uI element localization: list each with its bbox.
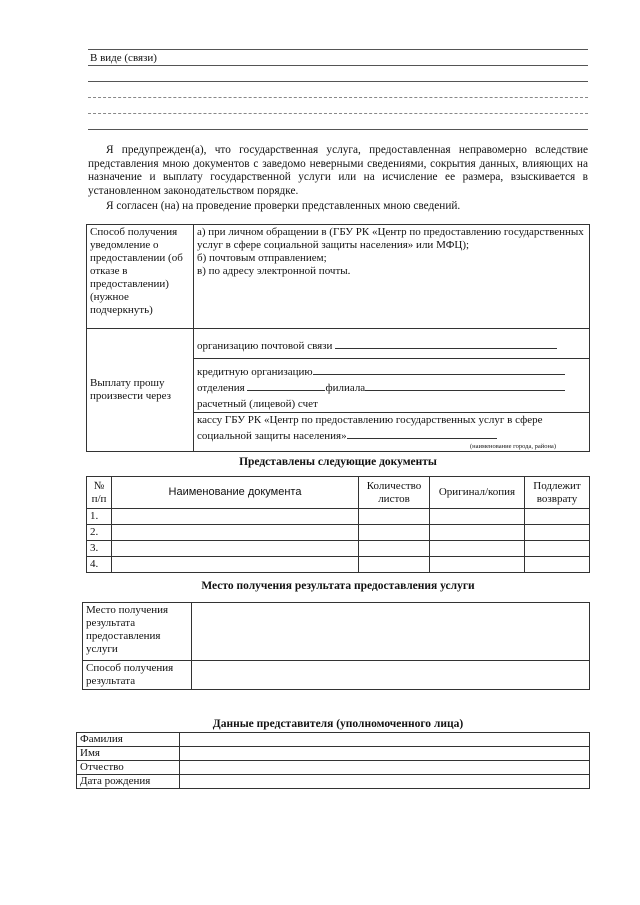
row-number: 1. — [87, 509, 112, 525]
documents-header-original: Оригинал/копия — [430, 477, 525, 509]
notification-payment-table — [86, 224, 590, 452]
payment-credit-field[interactable] — [313, 363, 565, 375]
documents-table — [86, 476, 590, 573]
doc-return-cell[interactable] — [525, 509, 590, 525]
payment-department-label: отделения — [197, 382, 245, 394]
blank-line-3 — [88, 113, 588, 114]
payment-post-label: организацию почтовой связи — [197, 340, 333, 352]
table-row — [87, 557, 590, 573]
documents-header-count: Количество листов — [359, 477, 430, 509]
notification-options — [194, 225, 590, 329]
result-place-label: Место получения результата предоставления услуги — [83, 603, 192, 661]
warning-paragraph: Я предупрежден(а), что государственная услуга, предоставленная неправомерно вследствие представления мною документов с заведомо неверными сведениями, сокрытия данных, влияющих на назначение и выплату государственной услуги или на исчисление ее размера, взыскивается в установленном законодательством порядке. — [88, 144, 588, 197]
row-number: 4. — [87, 557, 112, 573]
row-number: 2. — [87, 525, 112, 541]
doc-count-cell[interactable] — [359, 509, 430, 525]
representative-table — [76, 732, 590, 789]
payment-kassa-label: кассу ГБУ РК «Центр по предоставлению государственных услуг в сфере социальной защиты населения» — [197, 414, 543, 442]
result-method-field[interactable] — [192, 661, 590, 690]
doc-count-cell[interactable] — [359, 541, 430, 557]
doc-original-cell[interactable] — [430, 525, 525, 541]
payment-post-cell — [194, 329, 590, 359]
doc-name-cell[interactable] — [112, 557, 359, 573]
doc-original-cell[interactable] — [430, 557, 525, 573]
doc-count-cell[interactable] — [359, 557, 430, 573]
payment-label: Выплату прошу произвести через — [87, 329, 194, 452]
payment-branch-field[interactable] — [365, 379, 565, 391]
result-title: Место получения результата предоставления услуги — [201, 580, 475, 592]
blank-line-1 — [88, 81, 588, 82]
table-row — [87, 509, 590, 525]
payment-account-label: расчетный (лицевой) счет — [197, 398, 318, 410]
rep-lastname-label: Фамилия — [77, 733, 180, 747]
blank-line-4 — [88, 129, 588, 130]
rep-patronymic-label: Отчество — [77, 761, 180, 775]
form-label-rule — [88, 65, 588, 66]
payment-department-field[interactable] — [247, 379, 325, 391]
payment-credit-label: кредитную организацию — [197, 366, 313, 378]
doc-return-cell[interactable] — [525, 557, 590, 573]
notification-option-c[interactable]: в) по адресу электронной почты. — [197, 265, 351, 277]
payment-kassa-hint: (наименование города, района) — [470, 443, 556, 450]
rep-firstname-label: Имя — [77, 747, 180, 761]
notification-option-a[interactable]: а) при личном обращении в (ГБУ РК «Центр по предоставлению государственных услуг в сфере социальной защиты населения» или МФЦ); — [197, 226, 584, 251]
table-row — [87, 541, 590, 557]
rep-lastname-field[interactable] — [180, 733, 590, 747]
representative-title: Данные представителя (уполномоченного лица) — [212, 718, 464, 730]
payment-kassa-field[interactable] — [347, 427, 497, 439]
result-table — [82, 602, 590, 690]
top-rule — [88, 49, 588, 50]
documents-header-name: Наименование документа — [112, 477, 359, 509]
doc-name-cell[interactable] — [112, 525, 359, 541]
doc-name-cell[interactable] — [112, 541, 359, 557]
doc-return-cell[interactable] — [525, 541, 590, 557]
blank-line-2 — [88, 97, 588, 98]
payment-branch-label: филиала — [325, 382, 366, 394]
doc-name-cell[interactable] — [112, 509, 359, 525]
notification-label: Способ получения уведомление о предоставлении (об отказе в предоставлении) (нужное подчеркнуть) — [87, 225, 194, 329]
rep-firstname-field[interactable] — [180, 747, 590, 761]
documents-title: Представлены следующие документы — [239, 456, 437, 468]
notification-option-b[interactable]: б) почтовым отправлением; — [197, 252, 327, 264]
table-row — [87, 525, 590, 541]
rep-birthdate-label: Дата рождения — [77, 775, 180, 789]
documents-header-return: Подлежит возврату — [525, 477, 590, 509]
payment-kassa-cell — [194, 413, 590, 452]
row-number: 3. — [87, 541, 112, 557]
result-place-field[interactable] — [192, 603, 590, 661]
payment-credit-cell — [194, 359, 590, 413]
rep-patronymic-field[interactable] — [180, 761, 590, 775]
doc-original-cell[interactable] — [430, 509, 525, 525]
documents-header-num: № п/п — [87, 477, 112, 509]
doc-return-cell[interactable] — [525, 525, 590, 541]
doc-count-cell[interactable] — [359, 525, 430, 541]
rep-birthdate-field[interactable] — [180, 775, 590, 789]
payment-post-field[interactable] — [335, 337, 557, 349]
result-method-label: Способ получения результата — [83, 661, 192, 690]
consent-paragraph: Я согласен (на) на проведение проверки представленных мною сведений. — [106, 200, 461, 212]
form-label: В виде (связи) — [90, 52, 157, 64]
doc-original-cell[interactable] — [430, 541, 525, 557]
